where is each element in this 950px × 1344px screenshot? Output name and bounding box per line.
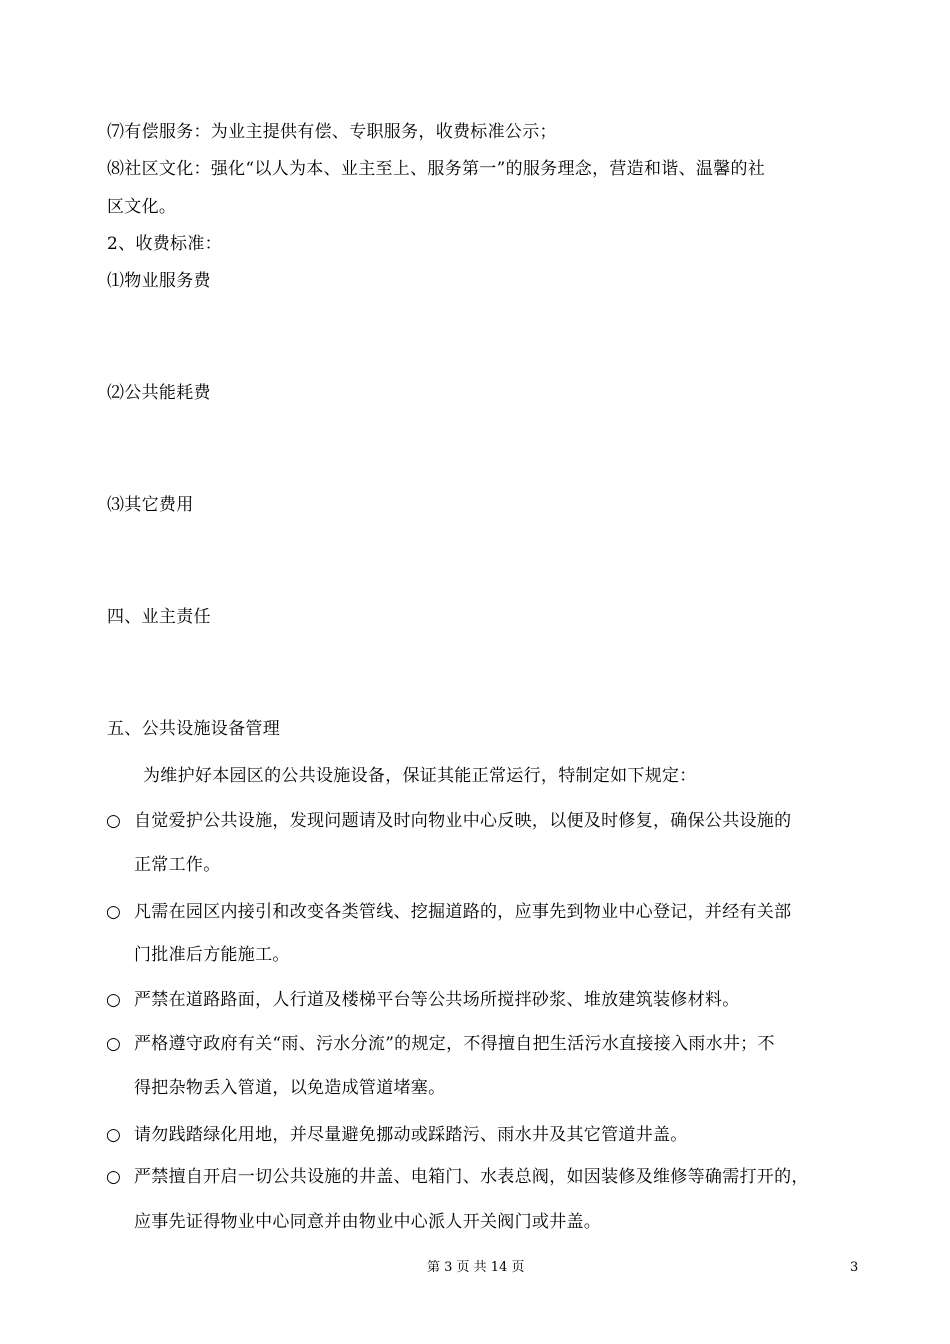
- service-item-8-line2: 区文化。: [107, 197, 177, 217]
- bullet-icon: ○: [106, 1125, 121, 1145]
- fee-item-3: ⑶其它费用: [107, 495, 194, 515]
- rule-2-line2: 门批准后方能施工。: [134, 945, 290, 965]
- bullet-icon: ○: [106, 1167, 121, 1187]
- page-footer-label: 第 3 页 共 14 页: [427, 1260, 525, 1275]
- rule-3-line1: 严禁在道路路面，人行道及楼梯平台等公共场所搅拌砂浆、堆放建筑装修材料。: [134, 990, 740, 1010]
- fees-heading: 2、收费标准：: [107, 234, 222, 254]
- section-5-heading: 五、公共设施设备管理: [107, 719, 280, 739]
- section-4-heading: 四、业主责任: [107, 607, 211, 627]
- page-number: 3: [850, 1260, 859, 1275]
- bullet-icon: ○: [106, 990, 121, 1010]
- rule-6-line2: 应事先证得物业中心同意并由物业中心派人开关阀门或井盖。: [134, 1212, 602, 1232]
- rule-4-line1: 严格遵守政府有关“雨、污水分流”的规定，不得擅自把生活污水直接接入雨水井；不: [134, 1034, 775, 1054]
- bullet-icon: ○: [106, 902, 121, 922]
- section-5-intro: 为维护好本园区的公共设施设备，保证其能正常运行，特制定如下规定：: [143, 766, 697, 786]
- fee-item-2: ⑵公共能耗费: [107, 383, 211, 403]
- rule-1-line1: 自觉爱护公共设施，发现问题请及时向物业中心反映，以便及时修复，确保公共设施的: [134, 811, 792, 831]
- rule-1-line2: 正常工作。: [134, 855, 221, 875]
- rule-6-line1: 严禁擅自开启一切公共设施的井盖、电箱门、水表总阀，如因装修及维修等确需打开的，: [134, 1167, 809, 1187]
- rule-5-line1: 请勿践踏绿化用地，并尽量避免挪动或踩踏污、雨水井及其它管道井盖。: [134, 1125, 688, 1145]
- fee-item-1: ⑴物业服务费: [107, 271, 211, 291]
- rule-2-line1: 凡需在园区内接引和改变各类管线、挖掘道路的，应事先到物业中心登记，并经有关部: [134, 902, 792, 922]
- bullet-icon: ○: [106, 1034, 121, 1054]
- rule-4-line2: 得把杂物丢入管道，以免造成管道堵塞。: [134, 1078, 446, 1098]
- service-item-8-line1: ⑻社区文化：强化“以人为本、业主至上、服务第一”的服务理念，营造和谐、温馨的社: [107, 159, 766, 179]
- bullet-icon: ○: [106, 811, 121, 831]
- service-item-7: ⑺有偿服务：为业主提供有偿、专职服务，收费标准公示；: [107, 122, 557, 142]
